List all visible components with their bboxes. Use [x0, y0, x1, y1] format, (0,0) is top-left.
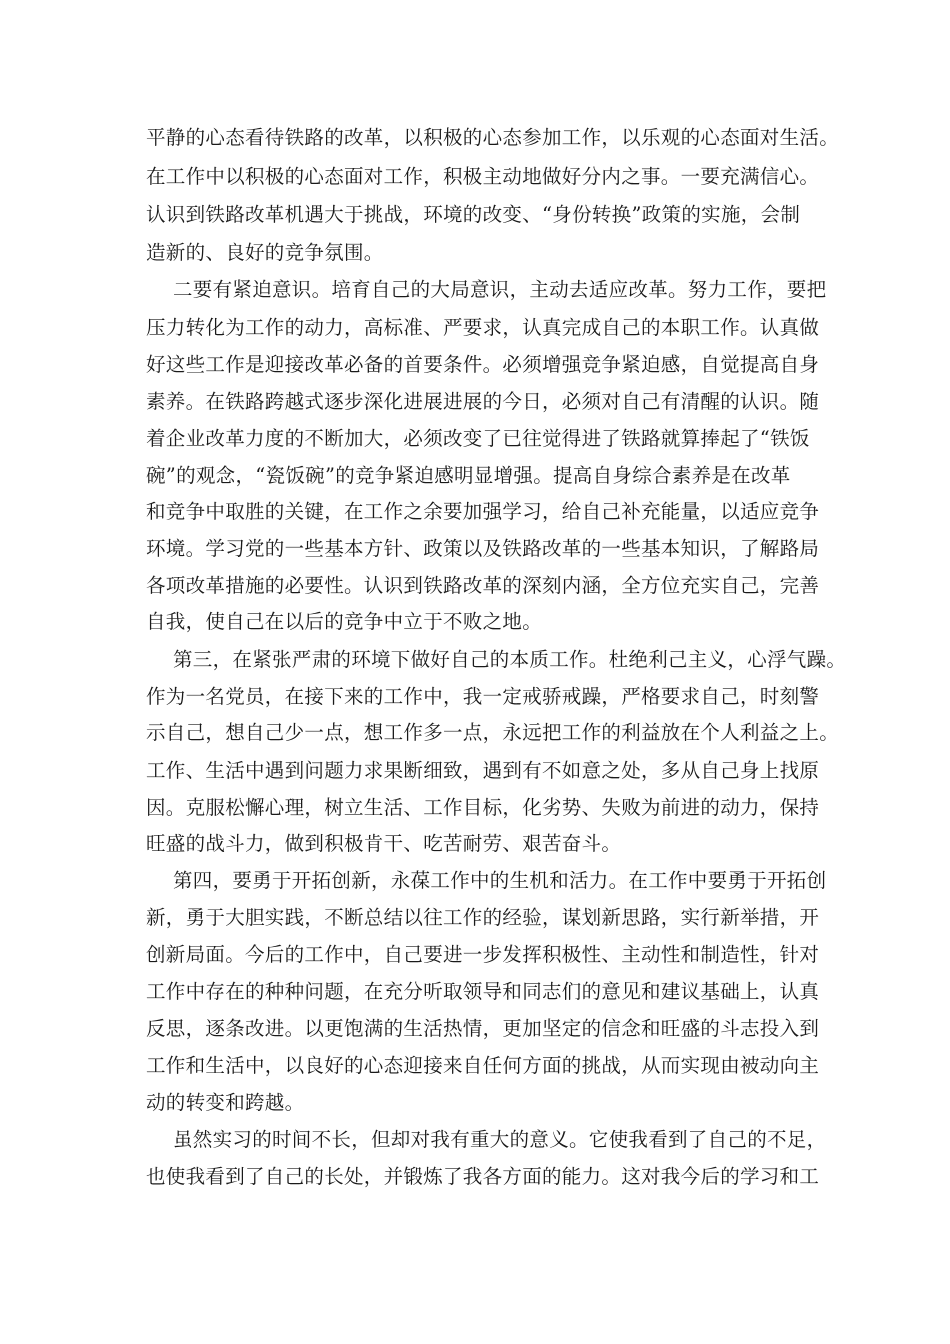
text-line: 工作、生活中遇到问题力求果断细致，遇到有不如意之处，多从自己身上找原	[146, 759, 820, 782]
text-line: 碗”的观念，“瓷饭碗”的竞争紧迫感明显增强。提高自身综合素养是在改革	[146, 464, 791, 487]
text-line: 压力转化为工作的动力，高标准、严要求，认真完成自己的本职工作。认真做	[146, 316, 820, 339]
paragraph-start-line: 二要有紧迫意识。培育自己的大局意识，主动去适应改革。努力工作，要把	[173, 278, 827, 301]
text-line: 动的转变和跨越。	[146, 1091, 305, 1114]
text-line: 素养。在铁路跨越式逐步深化进展进展的今日，必须对自己有清醒的认识。随	[146, 390, 820, 413]
paragraph-start-line: 第三，在紧张严肃的环境下做好自己的本质工作。杜绝利己主义，心浮气躁。	[173, 648, 847, 671]
text-line: 在工作中以积极的心态面对工作，积极主动地做好分内之事。一要充满信心。	[146, 165, 820, 188]
text-line: 和竞争中取胜的关键，在工作之余要加强学习，给自己补充能量，以适应竞争	[146, 500, 820, 523]
text-line: 作为一名党员，在接下来的工作中，我一定戒骄戒躁，严格要求自己，时刻警	[146, 685, 820, 708]
text-line: 也使我看到了自己的长处，并锻炼了我各方面的能力。这对我今后的学习和工	[146, 1165, 820, 1188]
text-line: 工作和生活中，以良好的心态迎接来自任何方面的挑战，从而实现由被动向主	[146, 1054, 820, 1077]
text-line: 因。克服松懈心理，树立生活、工作目标，化劣势、失败为前进的动力，保持	[146, 796, 820, 819]
text-line: 各项改革措施的必要性。认识到铁路改革的深刻内涵，全方位充实自己，完善	[146, 574, 820, 597]
text-line: 示自己，想自己少一点，想工作多一点，永远把工作的利益放在个人利益之上。	[146, 721, 840, 744]
text-line: 创新局面。今后的工作中，自己要进一步发挥积极性、主动性和制造性，针对	[146, 943, 820, 966]
text-line: 旺盛的战斗力，做到积极肯干、吃苦耐劳、艰苦奋斗。	[146, 832, 622, 855]
text-line: 工作中存在的种种问题，在充分听取领导和同志们的意见和建议基础上，认真	[146, 980, 820, 1003]
paragraph-start-line: 虽然实习的时间不长，但却对我有重大的意义。它使我看到了自己的不足，	[173, 1128, 827, 1151]
text-line: 造新的、良好的竞争氛围。	[146, 241, 384, 264]
text-line: 环境。学习党的一些基本方针、政策以及铁路改革的一些基本知识，了解路局	[146, 537, 820, 560]
text-line: 好这些工作是迎接改革必备的首要条件。必须增强竞争紧迫感，自觉提高自身	[146, 353, 820, 376]
text-line: 自我，使自己在以后的竞争中立于不败之地。	[146, 610, 543, 633]
paragraph-start-line: 第四，要勇于开拓创新，永葆工作中的生机和活力。在工作中要勇于开拓创	[173, 869, 827, 892]
text-line: 平静的心态看待铁路的改革，以积极的心态参加工作，以乐观的心态面对生活。	[146, 126, 840, 149]
text-line: 认识到铁路改革机遇大于挑战，环境的改变、“身份转换”政策的实施，会制	[146, 203, 801, 226]
text-line: 反思，逐条改进。以更饱满的生活热情，更加坚定的信念和旺盛的斗志投入到	[146, 1017, 820, 1040]
text-line: 新，勇于大胆实践，不断总结以往工作的经验，谋划新思路，实行新举措，开	[146, 906, 820, 929]
text-line: 着企业改革力度的不断加大，必须改变了已往觉得进了铁路就算捧起了“铁饭	[146, 427, 810, 450]
